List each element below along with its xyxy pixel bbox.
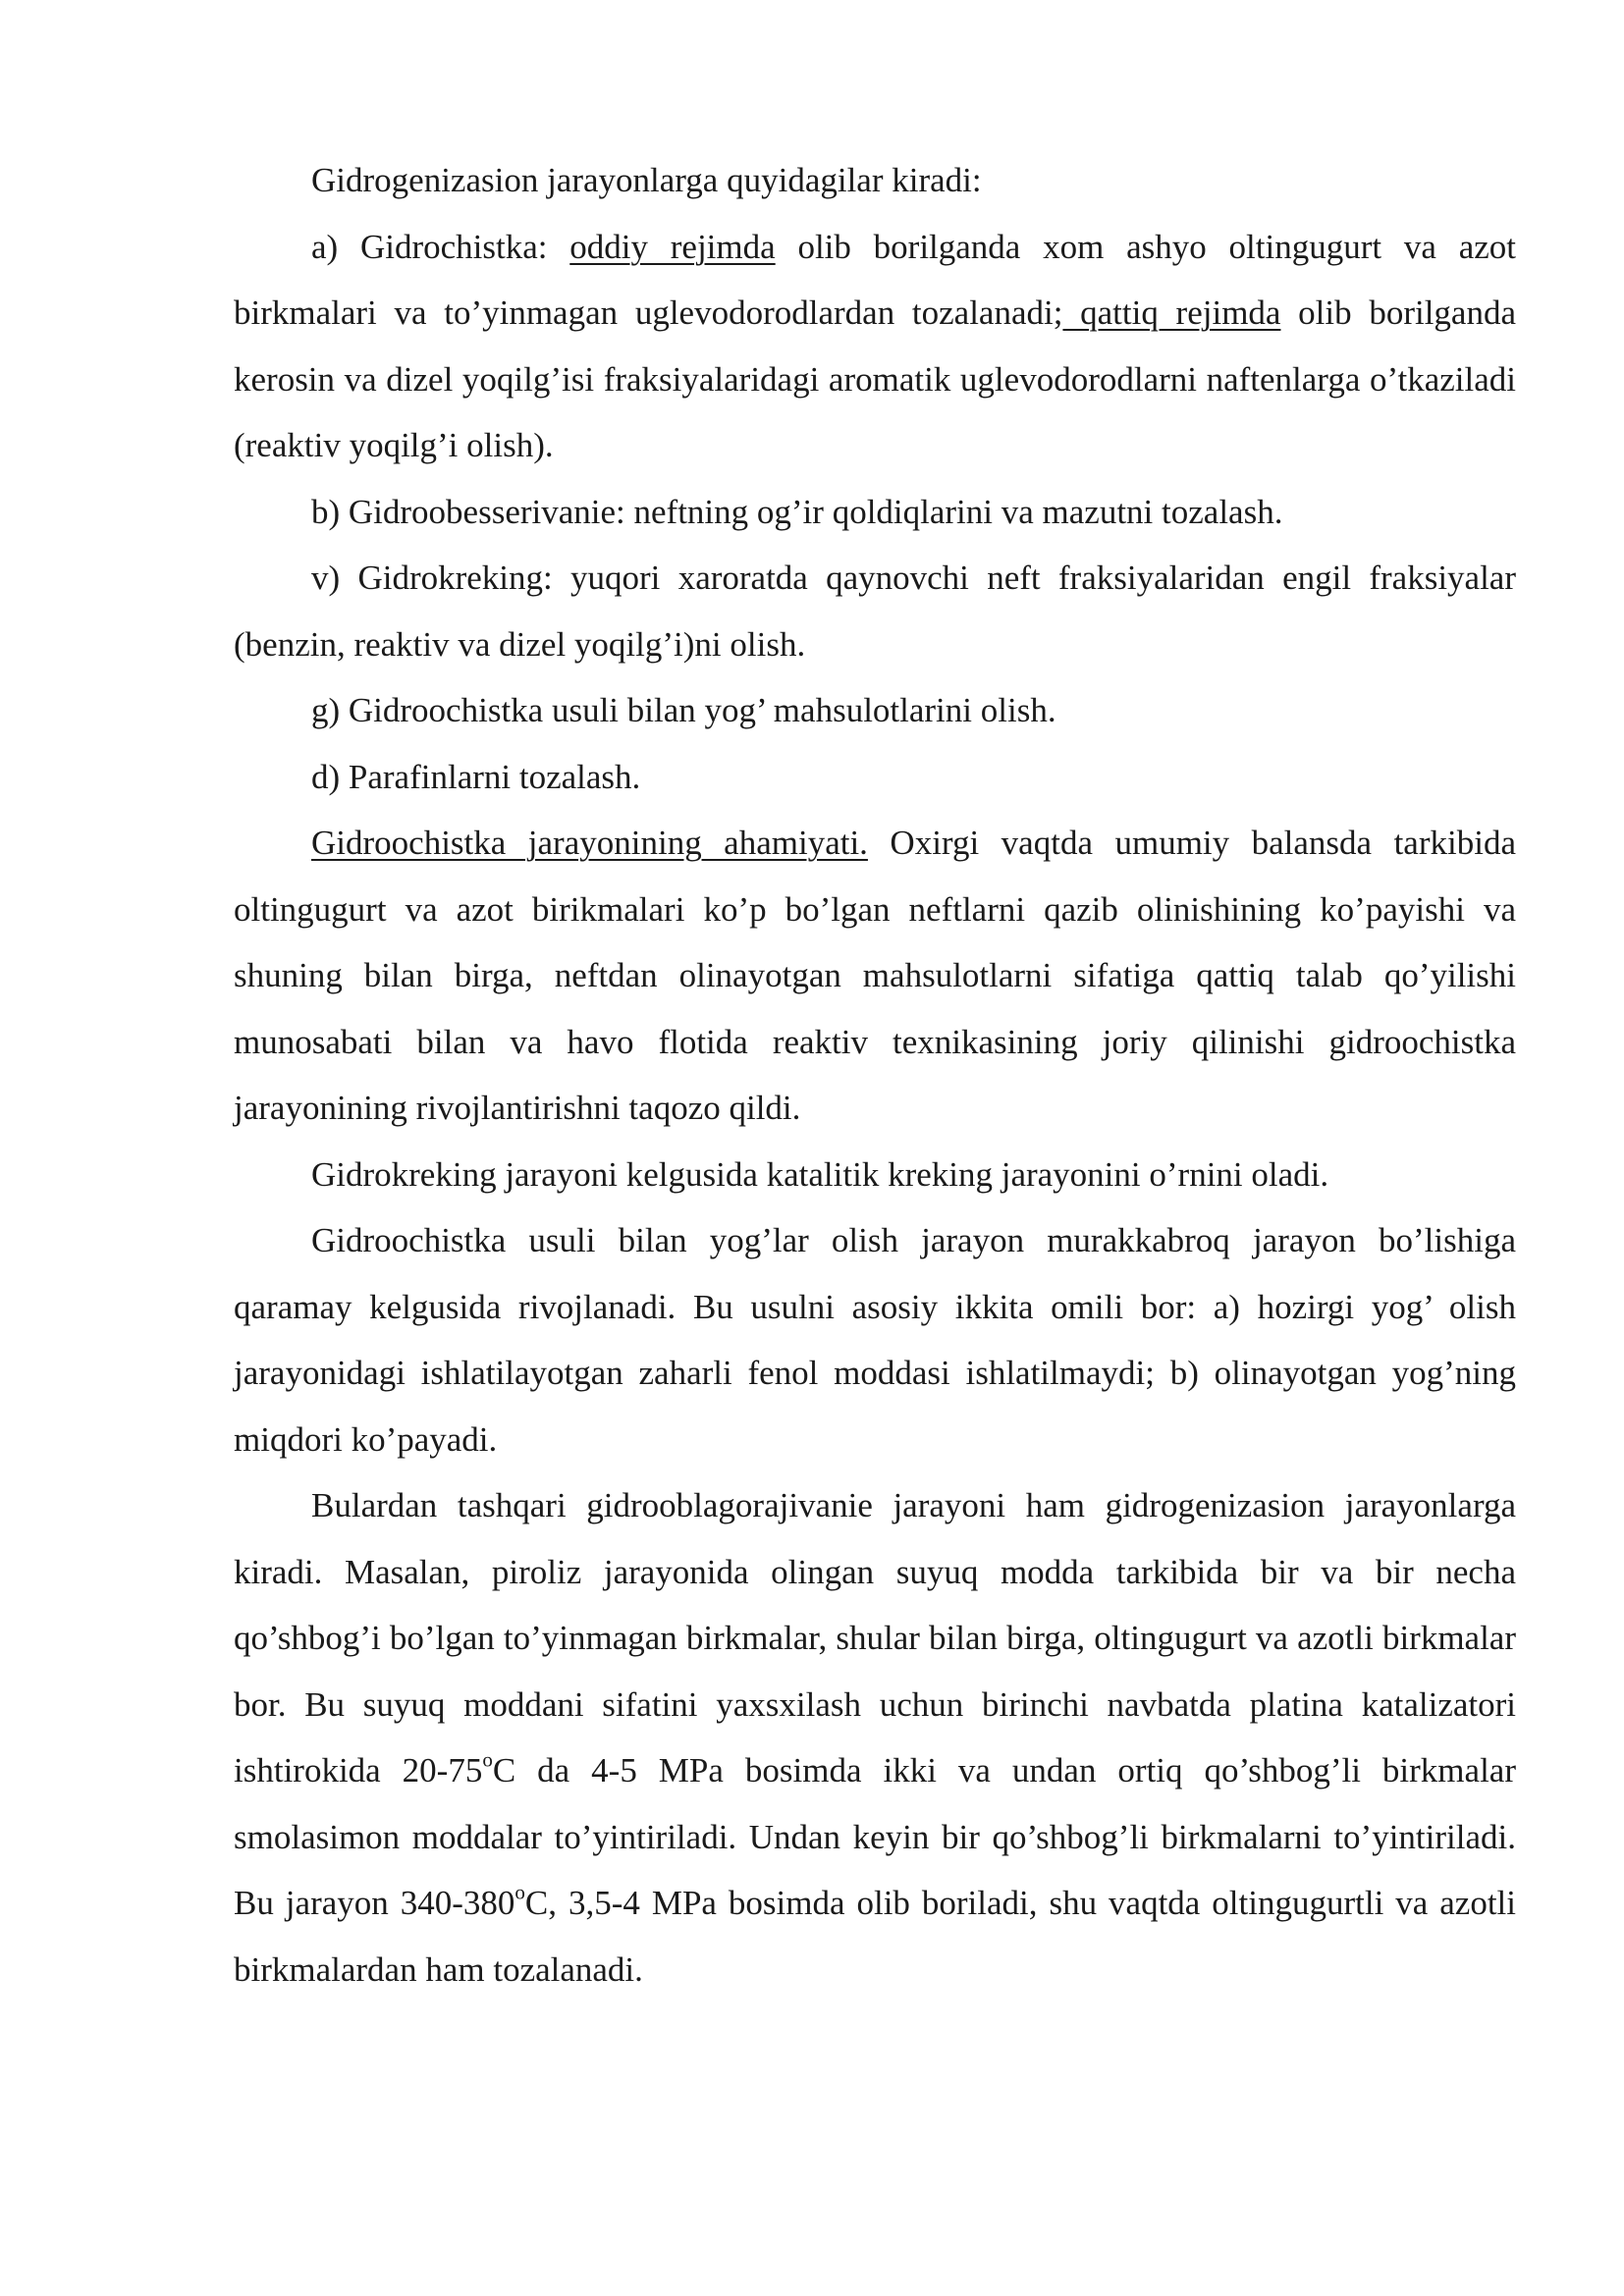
document-page: [234, 147, 1516, 2002]
underlined-term-qattiq-rejimda: qattiq rejimda: [1062, 294, 1281, 332]
paragraph-gidroochistka-yog: g) Gidroochistka usuli bilan yog’ mahsulotlarini olish.: [311, 691, 1056, 729]
paragraph-gidrooblagorajivanie: [234, 1472, 1516, 2002]
text-span: Bulardan tashqari gidrooblagorajivanie jarayoni ham gidrogenizasion jarayonlarga kiradi. Masalan, piroliz jarayonida olingan suyuq modda tarkibida bir va bir necha qo’shbog’i bo’lgan to’yinmagan birkmalar, shular bilan birga, oltingugurt va azotli birkmalar bor. Bu suyuq moddani sifatini yaxsxilash uchun birinchi navbatda platina katalizatori ishtirokida 20-75: [234, 1486, 1516, 1789]
paragraph-gidrokreking: v) Gidrokreking: yuqori xaroratda qaynovchi neft fraksiyalaridan engil fraksiyalar (benzin, reaktiv va dizel yoqilg’i)ni olish.: [234, 559, 1516, 664]
text-span: olib borilganda kerosin va dizel yoqilg’isi fraksiyalaridagi aromatik uglevodorodlarni naftenlarga o’tkaziladi (reaktiv yoqilg’i olish).: [234, 294, 1517, 464]
paragraph-parafin: d) Parafinlarni tozalash.: [311, 757, 641, 796]
text-span: C, 3,5-4 MPa bosimda olib boriladi, shu vaqtda oltingugurtli va azotli birkmalardan ham tozalanadi.: [234, 1884, 1517, 1989]
text-span: C da 4-5 MPa bosimda ikki va undan ortiq qo’shbog’li birkmalar smolasimon moddalar to’yintiriladi. Undan keyin bir qo’shbog’li birkmalarni to’yintiriladi. Bu jarayon 340-380: [234, 1751, 1516, 1922]
paragraph-yoglar-olish: Gidroochistka usuli bilan yog’lar olish jarayon murakkabroq jarayon bo’lishiga qaramay kelgusida rivojlanadi. Bu usulni asosiy ikkita omili bor: a) hozirgi yog’ olish jarayonidagi ishlatilayotgan zaharli fenol moddasi ishlatilmaydi; b) olinayotgan yog’ning miqdori ko’payadi.: [234, 1221, 1516, 1459]
paragraph-intro: Gidrogenizasion jarayonlarga quyidagilar kiradi:: [311, 161, 982, 199]
text-span: olib borilganda xom ashyo oltingugurt va azot birkmalari va to’yinmagan uglevodorodlardan tozalanadi;: [234, 227, 1516, 332]
paragraph-gidroobesserivanie: b) Gidroobesserivanie: neftning og’ir qoldiqlarini va mazutni tozalash.: [311, 492, 1283, 531]
degree-superscript: o: [514, 1880, 525, 1904]
underlined-term-oddiy-rejimda: oddiy rejimda: [569, 227, 776, 266]
degree-superscript: o: [482, 1747, 493, 1772]
paragraph-gidrochistka: [234, 214, 1516, 479]
text-span: Oxirgi vaqtda umumiy balansda tarkibida oltingugurt va azot birikmalari ko’p bo’lgan neftlarni qazib olinishining ko’payishi va shuning bilan birga, neftdan olinayotgan mahsulotlarni sifatiga qattiq talab qo’yilishi munosabati bilan va havo flotida reaktiv texnikasining joriy qilinishi gidroochistka jarayonining rivojlantirishni taqozo qildi.: [234, 824, 1516, 1127]
paragraph-ahamiyati: [234, 810, 1516, 1142]
paragraph-kelgusida: Gidrokreking jarayoni kelgusida katalitik kreking jarayonini o’rnini oladi.: [311, 1154, 1329, 1194]
text-span: a) Gidrochistka:: [311, 227, 570, 266]
underlined-heading-ahamiyati: Gidroochistka jarayonining ahamiyati.: [311, 824, 868, 862]
